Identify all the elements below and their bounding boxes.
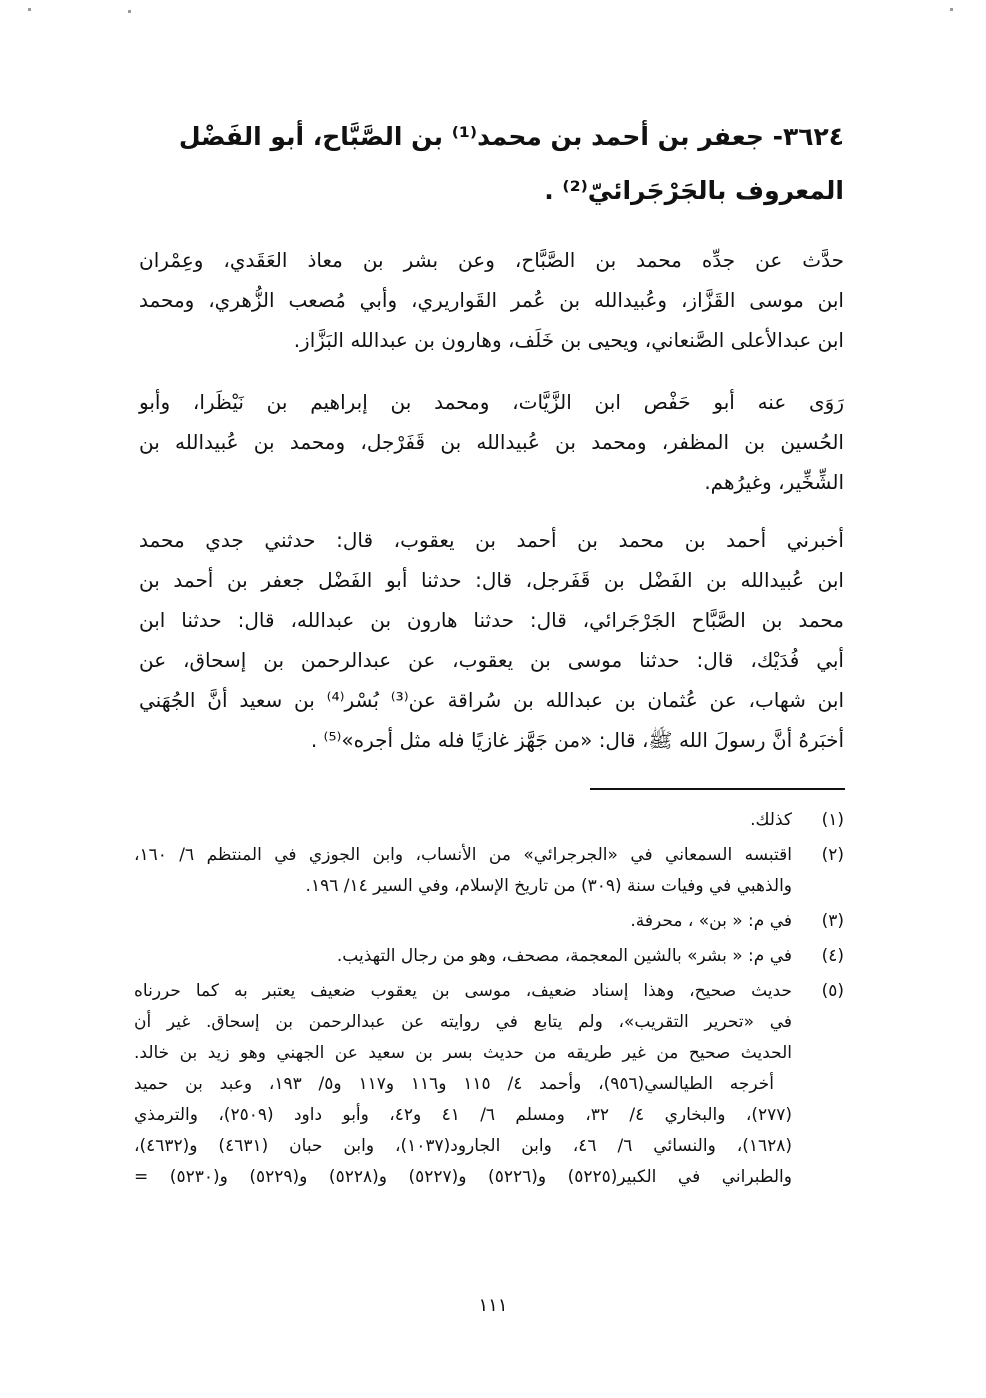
footnote-line: في «تحرير التقريب»، ولم يتابع في روايته عن عبدالرحمن بن إسحاق. غير أن [134,1012,792,1032]
footnote-number: (٤) [821,946,844,966]
text-line: ابن عبدالأعلى الصَّنعاني، ويحيى بن خَلَف، وهارون بن عبدالله البَزَّاز. [293,328,844,352]
footnote-3 [134,906,844,937]
footnote-separator [590,788,845,790]
text-line: أخبرني أحمد بن محمد بن أحمد بن يعقوب، قال: حدثني جدي محمد [139,528,844,552]
text-line: ابن عُبيدالله بن الفَضْل بن قَفَرجل، قال: حدثنا أبو الفَضْل جعفر بن أحمد بن [139,568,844,592]
footnote-line: والطبراني في الكبير(٥٢٢٥) و(٥٢٢٦) و(٥٢٢٧) و(٥٢٢٨) و(٥٢٢٩) و(٥٢٣٠) = [134,1167,792,1187]
text-line: ابن موسى القَزَّاز، وعُبيدالله بن عُمر القَواريري، وأبي مُصعب الزُّهري، ومحمد [139,288,844,312]
text-line: أخبَرهُ أنَّ رسولَ الله ﷺ، قال: «من جَهَّز غازيًا فله مثل أجره»⁽⁵⁾ . [310,728,844,752]
scan-speck [128,10,131,13]
paragraph-teachers [139,240,844,360]
footnote-4 [134,941,844,972]
footnote-line: كذلك. [750,810,792,830]
text-line: حدَّث عن جدِّه محمد بن الصَّبَّاح، وعن بشر بن معاذ العَقَدي، وعِمْران [139,248,844,272]
text-line: محمد بن الصَّبَّاح الجَرْجَرائي، قال: حدثنا هارون بن عبدالله، قال: حدثنا ابن [139,608,844,632]
footnote-2 [134,840,844,902]
footnote-number: (١) [821,810,844,830]
footnote-line: الحديث صحيح من غير طريقه من حديث بسر بن سعيد عن الجهني وهو زيد بن خالد. [134,1043,792,1063]
entry-heading [124,110,844,218]
text-line: الشِّخِّير، وغيرُهم. [704,470,844,494]
scan-speck [950,8,953,11]
text-line: رَوَى عنه أبو حَفْص ابن الزَّيَّات، ومحمد بن إبراهيم بن نَيْظَرا، وأبو [139,390,844,414]
footnote-line: (١٦٢٨)، والنسائي ٦/ ٤٦، وابن الجارود(١٠٣٧)، وابن حبان (٤٦٣١) و(٤٦٣٢)، [134,1136,793,1156]
text-line: أبي فُدَيْك، قال: حدثنا موسى بن يعقوب، عن عبدالرحمن بن إسحاق، عن [139,648,844,672]
footnote-number: (٥) [821,981,844,1001]
footnote-1 [134,805,844,836]
footnote-5 [134,976,844,1193]
page-number: ١١١ [478,1295,508,1316]
footnote-line: والذهبي في وفيات سنة (٣٠٩) من تاريخ الإسلام، وفي السير ١٤/ ١٩٦. [305,876,792,896]
paragraph-students [139,382,844,502]
heading-line-2: المعروف بالجَرْجَرائيّ⁽²⁾ . [544,176,844,205]
footnote-line: في م: « بشر» بالشين المعجمة، مصحف، وهو من رجال التهذيب. [336,946,792,966]
footnote-number: (٢) [821,845,844,865]
text-line: ابن شهاب، عن عُثمان بن عبدالله بن سُراقة عن⁽³⁾ بُسْر⁽⁴⁾ بن سعيد أنَّ الجُهَني [139,688,844,712]
footnotes [134,805,844,1197]
footnote-line: في م: « بن» ، محرفة. [630,911,792,931]
footnote-line: (٢٧٧)، والبخاري ٤/ ٣٢، ومسلم ٦/ ٤١ و٤٢، وأبو داود (٢٥٠٩)، والترمذي [134,1105,793,1125]
footnote-number: (٣) [821,911,844,931]
text-line: الحُسين بن المظفر، ومحمد بن عُبيدالله بن قَفَرْجل، ومحمد بن عُبيدالله بن [139,430,844,454]
footnote-line: أخرجه الطيالسي(٩٥٦)، وأحمد ٤/ ١١٥ و١١٦ و١١٧ و٥/ ١٩٣، وعبد بن حميد [134,1074,775,1094]
footnote-line: اقتبسه السمعاني في «الجرجرائي» من الأنساب، وابن الجوزي في المنتظم ٦/ ١٦٠، [134,845,792,865]
footnote-line: حديث صحيح، وهذا إسناد ضعيف، موسى بن يعقوب ضعيف يعتبر به كما حررناه [134,981,792,1001]
scan-speck [28,8,31,11]
paragraph-hadith [139,520,844,760]
heading-line-1: ٣٦٢٤- جعفر بن أحمد بن محمد⁽¹⁾ بن الصَّبَّاح، أبو الفَضْل [178,122,844,151]
